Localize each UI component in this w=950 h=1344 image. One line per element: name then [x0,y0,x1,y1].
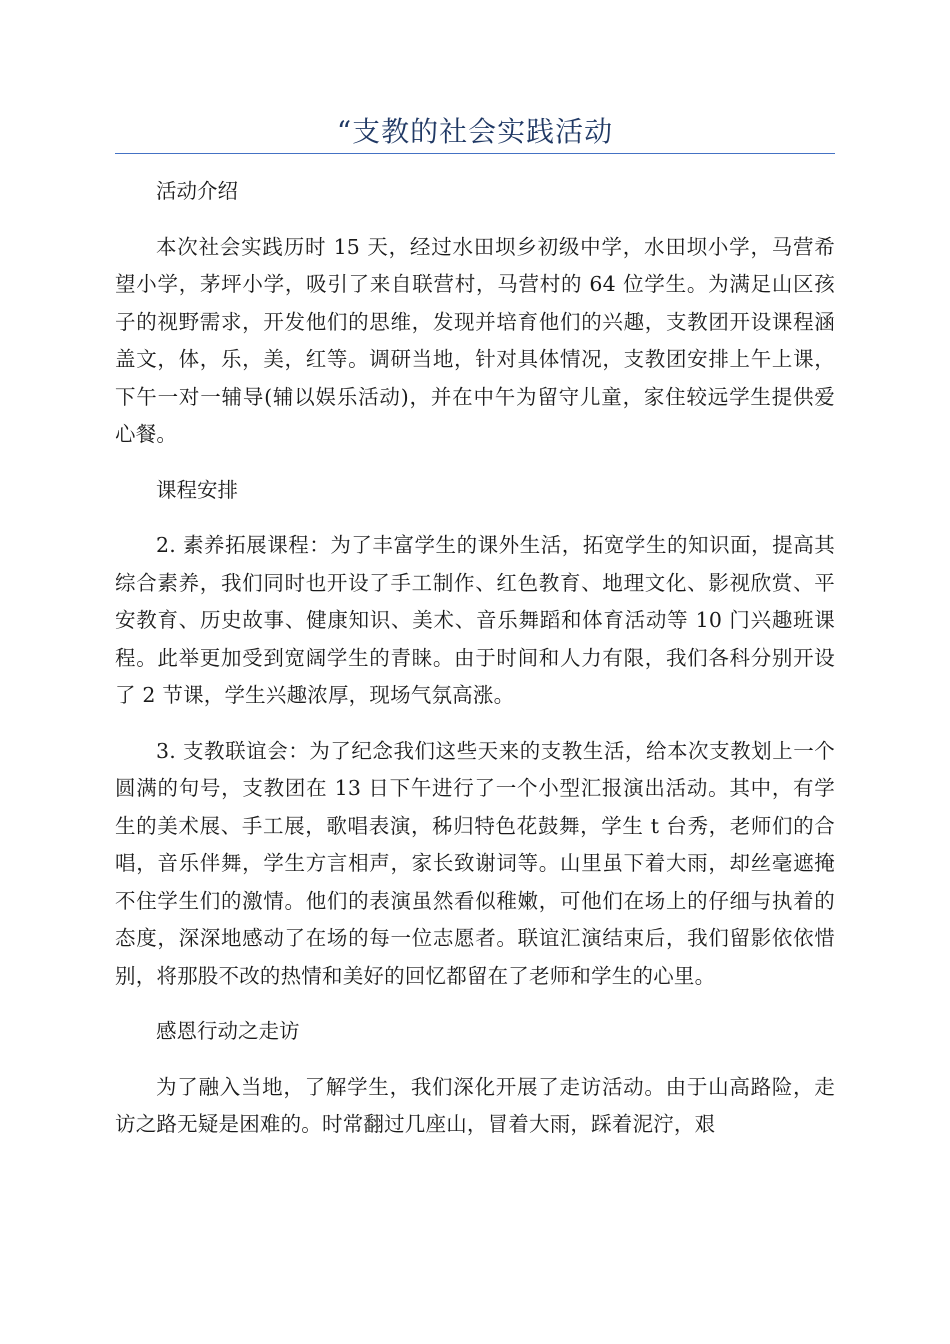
title-underline [115,153,835,154]
paragraph-course-expansion: 2. 素养拓展课程：为了丰富学生的课外生活，拓宽学生的知识面，提高其综合素养，我们同时也开设了手工制作、红色教育、地理文化、影视欣赏、平安教育、历史故事、健康知识、美术、音乐舞蹈和体育活动等 10 门兴趣班课程。此举更加受到宽阔学生的青睐。由于时间和人力有限，我们各科分别开设了 2 节课，学生兴趣浓厚，现场气氛高涨。 [115,533,835,707]
paragraph-gala: 3. 支教联谊会：为了纪念我们这些天来的支教生活，给本次支教划上一个圆满的句号，支教团在 13 日下午进行了一个小型汇报演出活动。其中，有学生的美术展、手工展，歌唱表演，秭归特色花鼓舞，学生 t 台秀，老师们的合唱，音乐伴舞，学生方言相声，家长致谢词等。山里虽下着大雨，却丝毫遮掩不住学生们的激情。他们的表演虽然看似稚嫩，可他们在场上的仔细与执着的态度，深深地感动了在场的每一位志愿者。联谊汇演结束后，我们留影依依惜别，将那股不改的热情和美好的回忆都留在了老师和学生的心里。 [115,738,835,988]
paragraph-visits: 为了融入当地，了解学生，我们深化开展了走访活动。由于山高路险，走访之路无疑是困难的。时常翻过几座山，冒着大雨，踩着泥泞，艰 [115,1074,835,1136]
section-heading-visits: 感恩行动之走访 [156,1019,300,1043]
section-heading-intro: 活动介绍 [156,179,238,203]
section-heading-courses: 课程安排 [156,477,238,502]
paragraph-intro: 本次社会实践历时 15 天，经过水田坝乡初级中学，水田坝小学，马营希望小学，茅坪小学，吸引了来自联营村，马营村的 64 位学生。为满足山区孩子的视野需求，开发他们的思维，发现并培育他们的兴趣，支教团开设课程涵盖文，体，乐，美，红等。调研当地，针对具体情况，支教团安排上午上课，下午一对一辅导(辅以娱乐活动)，并在中午为留守儿童，家住较远学生提供爱心餐。 [115,234,835,446]
document-body [115,173,835,1162]
page-title: “支教的社会实践活动 [336,115,614,148]
